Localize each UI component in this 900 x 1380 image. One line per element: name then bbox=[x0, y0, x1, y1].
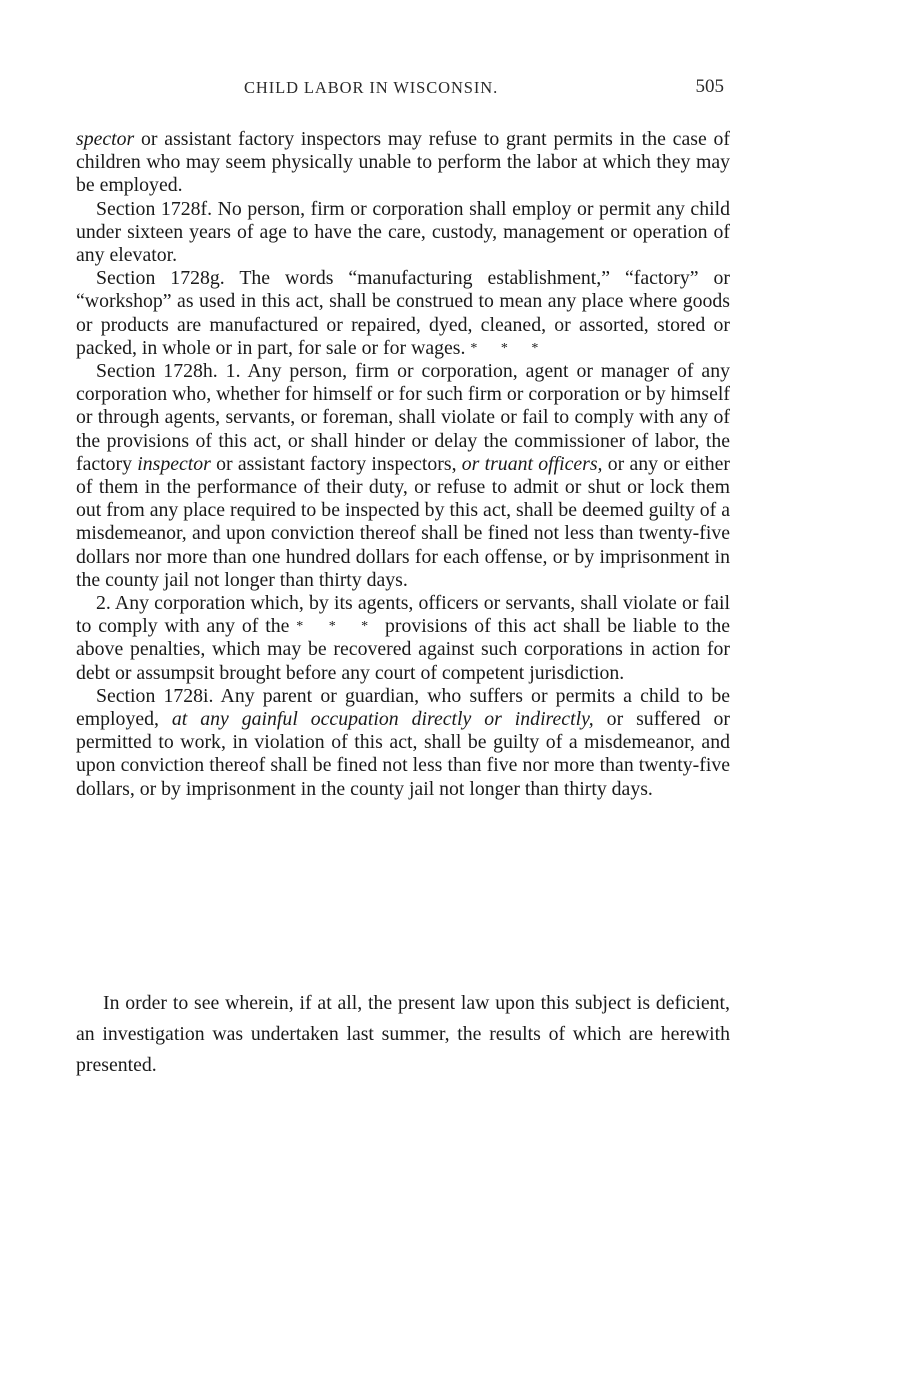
paragraph-section-1728h-2 bbox=[76, 592, 730, 685]
closing-paragraph-block bbox=[76, 988, 730, 1081]
paragraph-text: Section 1728f. No person, firm or corporation shall employ or permit any child under sixteen years of age to have the care, custody, management or operation of any elevator. bbox=[76, 197, 730, 267]
ellipsis-stars: * * * bbox=[296, 619, 379, 635]
paragraph-section-1728h bbox=[76, 360, 730, 592]
paragraph-text: In order to see wherein, if at all, the present law upon this subject is deficient, an investigation was undertaken last summer, the results of which are herewith presented. bbox=[76, 992, 730, 1076]
paragraph-text: Section 1728g. The words “manufacturing establishment,” “factory” or “workshop” as used in this act, shall be construed to mean any place where goods or products are manufactured or repaired, dyed, cleaned, or assorted, stored or packed, in whole or in part, for sale or for wages. bbox=[76, 267, 730, 359]
running-head: CHILD LABOR IN WISCONSIN. bbox=[244, 78, 499, 97]
paragraph-text: or suffered or permitted to work, in violation of this act, shall be guilty of a misdemeanor, and upon conviction thereof shall be fined not less than five nor more than twenty-five dollars, or by imprisonment in the county jail not longer than thirty days. bbox=[76, 708, 730, 800]
paragraph-section-1728f bbox=[76, 198, 730, 268]
ellipsis-stars: * * * bbox=[470, 340, 549, 356]
italic-text: at any gainful occupation directly or indirectly, bbox=[171, 708, 594, 731]
paragraph-text: 2. Any corporation which, by its agents, officers or servants, shall violate or fail to comply with any of the bbox=[76, 592, 730, 638]
paragraph-text: or assistant factory inspectors may refuse to grant permits in the case of children who may seem physically unable to perform the labor at which they may be employed. bbox=[76, 128, 730, 197]
paragraph-text: provisions of this act shall be liable to the above penalties, which may be recovered against such corporations in action for debt or assumpsit brought before any court of competent jurisdiction. bbox=[76, 615, 730, 684]
italic-text: inspector bbox=[137, 452, 211, 475]
page-number: 505 bbox=[695, 76, 724, 97]
paragraph-closing bbox=[76, 988, 730, 1081]
paragraph-text: Section 1728h. 1. Any person, firm or corporation, agent or manager of any corporation who, whether for himself or for such firm or corporation or by himself or through agents, servants, or foreman, shall violate or fail to comply with any of the provisions of this act, or shall hinder or delay the commissioner of labor, the factory bbox=[76, 360, 730, 475]
statute-text bbox=[76, 128, 730, 801]
italic-text: spector bbox=[76, 128, 135, 150]
paragraph-text: Section 1728i. Any parent or guardian, who suffers or permits a child to be employed, bbox=[76, 684, 730, 731]
page-header bbox=[76, 78, 724, 102]
paragraph-continuation bbox=[76, 128, 730, 198]
italic-text: or truant officers, bbox=[461, 452, 603, 475]
paragraph-section-1728i bbox=[76, 685, 730, 801]
paragraph-text: or any or either of them in the performance of their duty, or refuse to admit or shut or lock them out from any place required to be inspected by this act, shall be deemed guilty of a misdemeanor, and upon conviction thereof shall be fined not less than twenty-five dollars nor more than one hundred dollars for each offense, or by imprisonment in the county jail not longer than thirty days. bbox=[76, 452, 731, 591]
paragraph-section-1728g bbox=[76, 267, 730, 360]
paragraph-text: or assistant factory inspectors, bbox=[210, 452, 462, 475]
